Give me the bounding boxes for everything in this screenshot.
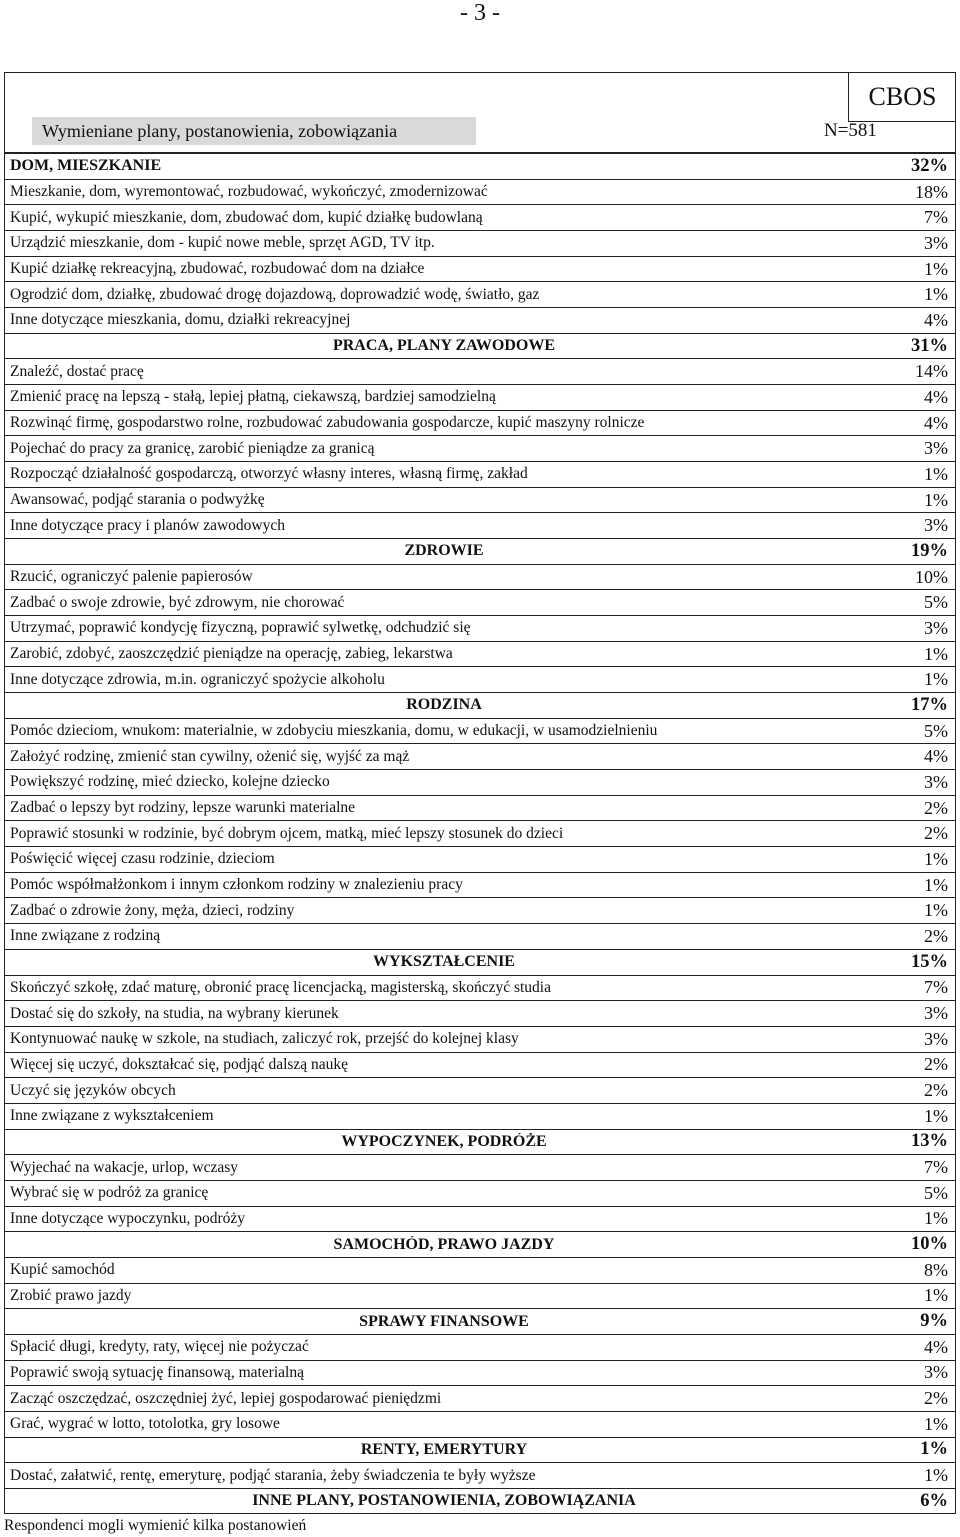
table-row — [4, 898, 956, 924]
table-row — [4, 1001, 956, 1027]
item-label: Zadbać o swoje zdrowie, być zdrowym, nie chorować — [10, 593, 345, 611]
table-row — [4, 1386, 956, 1412]
item-percent: 1% — [924, 643, 948, 664]
item-label: Spłacić długi, kredyty, raty, więcej nie pożyczać — [10, 1338, 309, 1356]
category-row — [4, 693, 956, 719]
category-label: RENTY, EMERYTURY — [360, 1440, 528, 1458]
item-percent: 5% — [924, 1182, 948, 1203]
item-label: Kupić samochód — [10, 1261, 115, 1279]
table-row — [4, 744, 956, 770]
item-label: Grać, wygrać w lotto, totolotka, gry losowe — [10, 1415, 280, 1433]
table-row — [4, 1258, 956, 1284]
category-percent: 19% — [911, 540, 948, 561]
item-label: Pojechać do pracy za granicę, zarobić pieniądze za granicą — [10, 439, 375, 457]
table-row — [4, 1181, 956, 1207]
table-row — [4, 257, 956, 283]
table-row — [4, 1078, 956, 1104]
item-percent: 7% — [924, 977, 948, 998]
category-row — [4, 1489, 956, 1514]
table-row — [4, 385, 956, 411]
table-row — [4, 590, 956, 616]
source-label: CBOS — [848, 72, 956, 122]
table-row — [4, 719, 956, 745]
table-row — [4, 180, 956, 206]
item-percent: 2% — [924, 797, 948, 818]
table-row — [4, 1463, 956, 1489]
table-row — [4, 411, 956, 437]
category-row — [4, 154, 956, 180]
category-label: INNE PLANY, POSTANOWIENIA, ZOBOWIĄZANIA — [252, 1492, 636, 1510]
item-label: Zacząć oszczędzać, oszczędniej żyć, lepiej gospodarować pieniędzmi — [10, 1389, 442, 1407]
item-label: Zrobić prawo jazdy — [10, 1286, 132, 1304]
item-label: Znaleźć, dostać pracę — [10, 362, 144, 380]
item-percent: 4% — [924, 1336, 948, 1357]
table-row — [4, 282, 956, 308]
item-percent: 2% — [924, 1080, 948, 1101]
item-label: Zadbać o lepszy byt rodziny, lepsze warunki materialne — [10, 799, 356, 817]
item-label: Zmienić pracę na lepszą - stałą, lepiej płatną, ciekawszą, bardziej samodzielną — [10, 388, 496, 406]
item-percent: 1% — [924, 258, 948, 279]
item-label: Wyjechać na wakacje, urlop, wczasy — [10, 1158, 239, 1176]
table-row — [4, 642, 956, 668]
table-row — [4, 796, 956, 822]
table-row — [4, 1104, 956, 1130]
item-percent: 8% — [924, 1259, 948, 1280]
item-label: Rozwinąć firmę, gospodarstwo rolne, rozbudować zabudowania gospodarcze, kupić maszyny rolnicze — [10, 414, 645, 432]
item-label: Założyć rodzinę, zmienić stan cywilny, ożenić się, wyjść za mąż — [10, 747, 410, 765]
item-label: Inne dotyczące pracy i planów zawodowych — [10, 516, 286, 534]
item-percent: 1% — [924, 669, 948, 690]
category-row — [4, 1232, 956, 1258]
table-row — [4, 1284, 956, 1310]
footnote: Respondenci mogli wymienić kilka postanowień — [4, 1517, 307, 1534]
item-percent: 3% — [924, 232, 948, 253]
item-label: Inne związane z wykształceniem — [10, 1107, 214, 1125]
category-row — [4, 950, 956, 976]
table-row — [4, 847, 956, 873]
item-label: Dostać się do szkoły, na studia, na wybrany kierunek — [10, 1004, 339, 1022]
item-percent: 1% — [924, 489, 948, 510]
item-label: Poprawić swoją sytuację finansową, materialną — [10, 1363, 304, 1381]
table-row — [4, 488, 956, 514]
item-label: Zarobić, zdobyć, zaoszczędzić pieniądze na operację, zabieg, lekarstwa — [10, 645, 453, 663]
item-percent: 1% — [924, 1285, 948, 1306]
results-table — [4, 154, 956, 1514]
category-label: ZDROWIE — [404, 542, 484, 560]
item-percent: 1% — [924, 900, 948, 921]
table-row — [4, 1027, 956, 1053]
item-percent: 3% — [924, 1003, 948, 1023]
item-percent: 7% — [924, 1157, 948, 1178]
item-label: Inne dotyczące mieszkania, domu, działki rekreacyjnej — [10, 311, 351, 329]
item-percent: 3% — [924, 1362, 948, 1383]
table-row — [4, 770, 956, 796]
category-label: DOM, MIESZKANIE — [10, 157, 162, 175]
table-row — [4, 616, 956, 642]
item-percent: 5% — [924, 720, 948, 741]
category-percent: 13% — [911, 1131, 948, 1152]
item-percent: 5% — [924, 592, 948, 613]
table-row — [4, 1053, 956, 1079]
table-row — [4, 205, 956, 231]
category-percent: 9% — [920, 1311, 948, 1332]
item-label: Inne dotyczące wypoczynku, podróży — [10, 1209, 245, 1227]
item-percent: 10% — [915, 566, 948, 587]
item-label: Utrzymać, poprawić kondycję fizyczną, poprawić sylwetkę, odchudzić się — [10, 619, 471, 637]
table-row — [4, 1412, 956, 1438]
item-label: Poświęcić więcej czasu rodzinie, dzieciom — [10, 850, 275, 868]
table-row — [4, 231, 956, 257]
item-percent: 1% — [924, 1105, 948, 1126]
item-percent: 1% — [924, 1208, 948, 1229]
category-label: PRACA, PLANY ZAWODOWE — [332, 337, 556, 355]
page-number: - 3 - — [460, 0, 500, 26]
item-label: Więcej się uczyć, dokształcać się, podjąć dalszą naukę — [10, 1055, 349, 1073]
category-label: RODZINA — [406, 696, 482, 714]
item-percent: 1% — [924, 284, 948, 305]
item-label: Inne dotyczące zdrowia, m.in. ograniczyć spożycie alkoholu — [10, 670, 385, 688]
item-label: Rozpocząć działalność gospodarczą, otworzyć własny interes, własną firmę, zakład — [10, 465, 528, 483]
category-percent: 32% — [911, 155, 948, 176]
item-percent: 3% — [924, 771, 948, 792]
item-label: Skończyć szkołę, zdać maturę, obronić pracę licencjacką, magisterską, skończyć studia — [10, 978, 551, 996]
category-row — [4, 1130, 956, 1156]
table-row — [4, 924, 956, 950]
item-percent: 7% — [924, 207, 948, 228]
item-percent: 1% — [924, 463, 948, 484]
item-percent: 1% — [924, 1465, 948, 1486]
item-label: Kupić, wykupić mieszkanie, dom, zbudować dom, kupić działkę budowlaną — [10, 208, 483, 226]
category-row — [4, 539, 956, 565]
table-row — [4, 873, 956, 899]
item-label: Dostać, załatwić, rentę, emeryturę, podjąć starania, żeby świadczenia te były wyższe — [10, 1466, 536, 1484]
item-percent: 14% — [915, 361, 948, 382]
item-label: Kupić działkę rekreacyjną, zbudować, rozbudować dom na działce — [10, 260, 425, 278]
item-percent: 4% — [924, 412, 948, 433]
item-label: Pomóc współmałżonkom i innym członkom rodziny w znalezieniu pracy — [10, 876, 463, 894]
category-label: WYKSZTAŁCENIE — [373, 953, 515, 971]
category-percent: 17% — [911, 694, 948, 715]
table-row — [4, 513, 956, 539]
table-row — [4, 1335, 956, 1361]
table-row — [4, 436, 956, 462]
item-label: Uczyć się języków obcych — [10, 1081, 176, 1099]
category-percent: 10% — [911, 1234, 948, 1255]
item-label: Powiększyć rodzinę, mieć dziecko, kolejne dziecko — [10, 773, 330, 791]
item-percent: 1% — [924, 1413, 948, 1434]
table-row — [4, 821, 956, 847]
item-percent: 18% — [915, 181, 948, 202]
item-percent: 4% — [924, 746, 948, 767]
table-row — [4, 308, 956, 334]
item-percent: 2% — [924, 823, 948, 844]
table-row — [4, 359, 956, 385]
category-percent: 6% — [920, 1490, 948, 1511]
category-label: WYPOCZYNEK, PODRÓŻE — [341, 1132, 547, 1150]
category-label: SPRAWY FINANSOWE — [359, 1312, 529, 1330]
item-percent: 3% — [924, 515, 948, 536]
category-label: SAMOCHÓD, PRAWO JAZDY — [333, 1235, 555, 1253]
item-label: Poprawić stosunki w rodzinie, być dobrym ojcem, matką, mieć lepszy stosunek do dzieci — [10, 824, 564, 842]
item-label: Inne związane z rodziną — [10, 927, 161, 945]
item-label: Pomóc dzieciom, wnukom: materialnie, w zdobyciu mieszkania, domu, w edukacji, w usamodzielnieniu — [10, 722, 658, 740]
item-percent: 3% — [924, 1028, 948, 1049]
item-percent: 1% — [924, 874, 948, 895]
item-percent: 2% — [924, 925, 948, 946]
table-row — [4, 462, 956, 488]
item-label: Ogrodzić dom, działkę, zbudować drogę dojazdową, doprowadzić wodę, światło, gaz — [10, 285, 540, 303]
item-percent: 4% — [924, 309, 948, 330]
sample-size: N=581 — [824, 120, 877, 141]
item-label: Zadbać o zdrowie żony, męża, dzieci, rodziny — [10, 901, 295, 919]
category-row — [4, 1438, 956, 1464]
table-row — [4, 1361, 956, 1387]
item-label: Rzucić, ograniczyć palenie papierosów — [10, 568, 253, 586]
item-percent: 2% — [924, 1388, 948, 1409]
table-row — [4, 1207, 956, 1233]
item-label: Mieszkanie, dom, wyremontować, rozbudować, wykończyć, zmodernizować — [10, 183, 488, 200]
item-label: Awansować, podjąć starania o podwyżkę — [10, 491, 265, 509]
item-percent: 3% — [924, 617, 948, 638]
category-percent: 15% — [911, 951, 948, 972]
table-row — [4, 976, 956, 1002]
item-percent: 3% — [924, 438, 948, 459]
item-label: Urządzić mieszkanie, dom - kupić nowe meble, sprzęt AGD, TV itp. — [10, 234, 435, 252]
item-percent: 1% — [924, 848, 948, 869]
item-percent: 4% — [924, 386, 948, 407]
table-row — [4, 1155, 956, 1181]
category-row — [4, 334, 956, 360]
table-row — [4, 667, 956, 693]
category-percent: 1% — [920, 1439, 948, 1460]
item-percent: 2% — [924, 1054, 948, 1075]
item-label: Kontynuować naukę w szkole, na studiach, zaliczyć rok, przejść do kolejnej klasy — [10, 1030, 519, 1048]
category-percent: 31% — [911, 335, 948, 356]
category-row — [4, 1309, 956, 1335]
table-row — [4, 565, 956, 591]
question-header: Wymieniane plany, postanowienia, zobowiązania — [32, 117, 476, 145]
item-label: Wybrać się w podróż za granicę — [10, 1184, 209, 1202]
